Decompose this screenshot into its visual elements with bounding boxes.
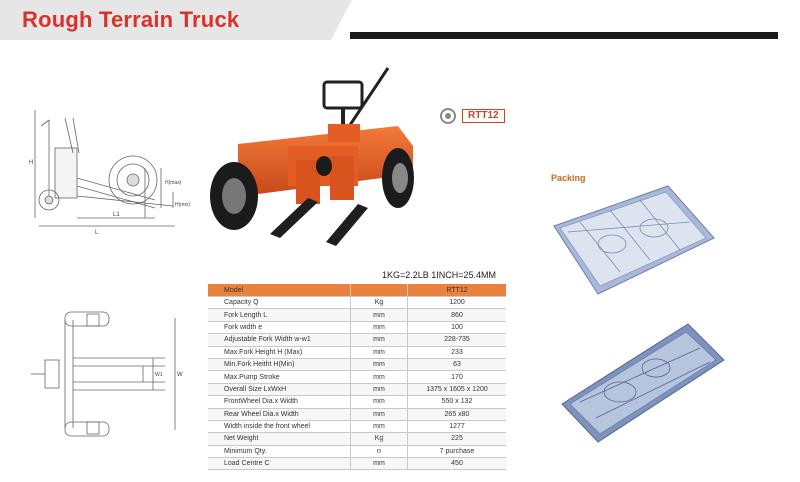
- spec-value: 225: [408, 433, 507, 445]
- spec-name: Width inside the front wheel: [208, 420, 351, 432]
- table-row: [208, 358, 506, 370]
- spec-name: Minimum Qty.: [208, 445, 351, 457]
- packing-image-top: [550, 182, 718, 300]
- top-view-drawing: [25, 300, 185, 450]
- spec-name: Fork width e: [208, 321, 351, 333]
- spec-value: 1200: [408, 297, 507, 309]
- table-row: [208, 297, 506, 309]
- table-row: [208, 321, 506, 333]
- spec-unit: Kg: [351, 297, 408, 309]
- spec-value: 1277: [408, 420, 507, 432]
- spec-unit: mm: [351, 358, 408, 370]
- table-row: [208, 309, 506, 321]
- spec-value: 170: [408, 371, 507, 383]
- spec-name: Adjustable Fork Width w-w1: [208, 334, 351, 346]
- dim-label-w1: W1: [155, 372, 163, 378]
- spec-unit: mm: [351, 420, 408, 432]
- model-logo-icon: [440, 108, 456, 124]
- spec-value: 63: [408, 358, 507, 370]
- spec-unit: mm: [351, 321, 408, 333]
- side-view-drawing: [25, 108, 190, 238]
- table-row: [208, 346, 506, 358]
- spec-unit: mm: [351, 408, 408, 420]
- spec-unit: Kg: [351, 433, 408, 445]
- table-row: [208, 420, 506, 432]
- table-row: [208, 408, 506, 420]
- dim-label-l1: L1: [113, 212, 120, 218]
- packing-label: Packing: [551, 173, 586, 183]
- dim-label-l: L: [95, 230, 99, 236]
- unit-conversion-note: 1KG=2.2LB 1INCH=25.4MM: [382, 270, 497, 280]
- spec-name: Min.Fork Heitht H(Min): [208, 358, 351, 370]
- spec-table-header: [208, 284, 506, 297]
- header-unit: [351, 284, 408, 297]
- header-model: Model: [208, 284, 351, 297]
- page-title: Rough Terrain Truck: [22, 7, 240, 32]
- spec-unit: mm: [351, 396, 408, 408]
- spec-value: 233: [408, 346, 507, 358]
- spec-name: Fork Length L: [208, 309, 351, 321]
- dim-label-hmax: H(max): [165, 180, 182, 186]
- spec-name: Max.Pump Stroke: [208, 371, 351, 383]
- spec-name: Load Centre C: [208, 458, 351, 470]
- spec-table: [208, 284, 506, 470]
- spec-unit: mm: [351, 334, 408, 346]
- header-rule: [350, 32, 778, 39]
- spec-value: 860: [408, 309, 507, 321]
- spec-unit: mm: [351, 346, 408, 358]
- model-tag: [440, 108, 505, 124]
- spec-value: 265 x80: [408, 408, 507, 420]
- spec-unit: mm: [351, 309, 408, 321]
- table-row: [208, 396, 506, 408]
- spec-value: 1375 x 1605 x 1200: [408, 383, 507, 395]
- spec-name: Overall Size LxWxH: [208, 383, 351, 395]
- table-row: [208, 383, 506, 395]
- spec-name: Capacity Q: [208, 297, 351, 309]
- table-row: [208, 458, 506, 470]
- model-code: RTT12: [462, 109, 505, 123]
- table-row: [208, 371, 506, 383]
- dim-label-w: W: [177, 372, 183, 378]
- table-row: [208, 334, 506, 346]
- spec-value: 100: [408, 321, 507, 333]
- table-row: [208, 445, 506, 457]
- spec-unit: mm: [351, 458, 408, 470]
- spec-name: FrontWheel Dia.x Width: [208, 396, 351, 408]
- spec-name: Rear Wheel Dia.x Width: [208, 408, 351, 420]
- spec-value: 550 x 132: [408, 396, 507, 408]
- spec-value: 450: [408, 458, 507, 470]
- truck-photo: [198, 66, 428, 252]
- packing-image-bottom: [560, 318, 726, 446]
- spec-unit: mm: [351, 371, 408, 383]
- spec-value: 228-735: [408, 334, 507, 346]
- spec-value: 7 purchase: [408, 445, 507, 457]
- spec-unit: n: [351, 445, 408, 457]
- spec-unit: mm: [351, 383, 408, 395]
- spec-name: Net Weight: [208, 433, 351, 445]
- dim-label-h: H: [29, 160, 34, 166]
- header-model-code: RTT12: [408, 284, 507, 297]
- dim-label-hmin: H(min): [175, 202, 190, 208]
- table-row: [208, 433, 506, 445]
- spec-name: Max.Fork Height H (Max): [208, 346, 351, 358]
